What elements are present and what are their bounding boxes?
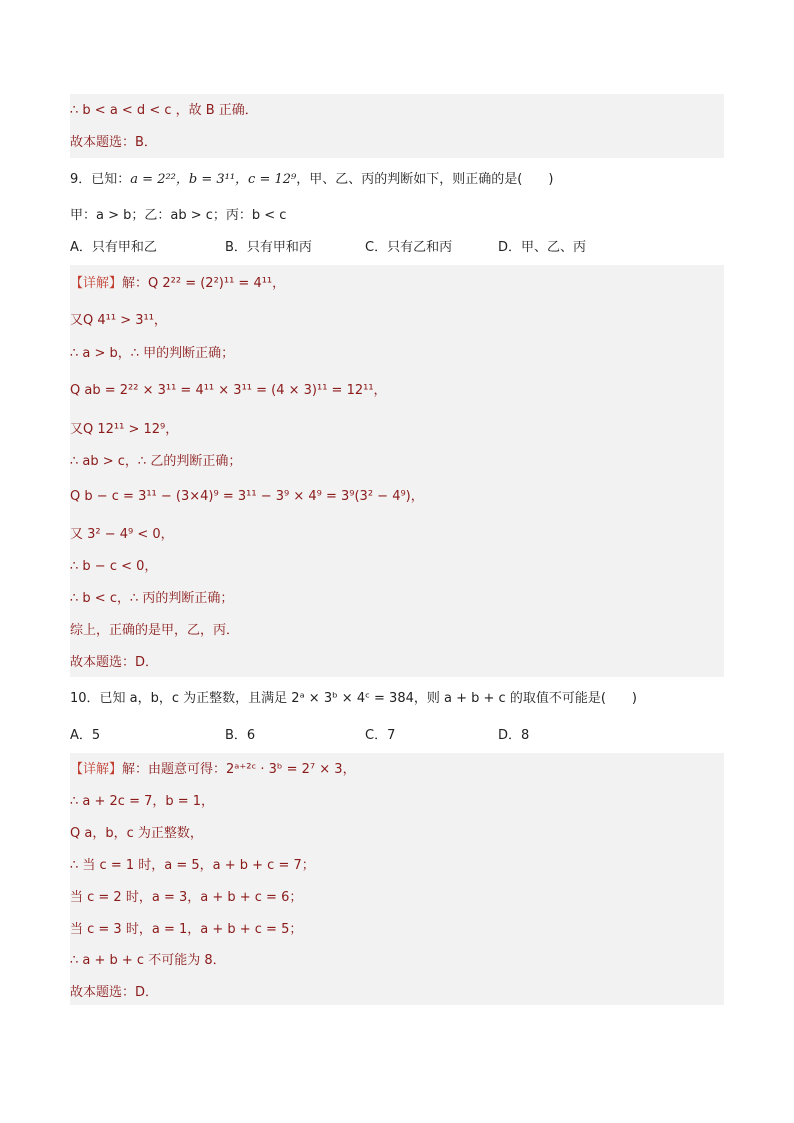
q9-solution-line-7: Q b − c = 3¹¹ − (3×4)⁹ = 3¹¹ − 3⁹ × 4⁹ = 3⁹(3² − 4⁹)， [70, 489, 424, 504]
q9-stem [70, 170, 724, 190]
q10-solution-line-5: 当 c = 2 时，a = 3，a + b + c = 6； [70, 890, 303, 905]
q9-options [70, 238, 724, 258]
q9-solution-line-4: Q ab = 2²² × 3¹¹ = 4¹¹ × 3¹¹ = (4 × 3)¹¹ = 12¹¹， [70, 383, 387, 398]
q9-option-c: C．只有乙和丙 [365, 240, 453, 255]
q9-solution-line-6: ∴ ab > c，∴ 乙的判断正确； [70, 454, 242, 469]
q9-judgements: 甲：a > b；乙：ab > c；丙：b < c [70, 208, 287, 223]
q9-stem-suffix: ，甲、乙、丙的判断如下，则正确的是( ) [296, 172, 554, 187]
q9-solution-line-8: 又 3² − 4⁹ < 0， [70, 527, 174, 542]
q9-solution-line-3: ∴ a > b，∴ 甲的判断正确； [70, 346, 235, 361]
q10-option-c: C．7 [365, 728, 396, 743]
q9-solution-line-9: ∴ b − c < 0， [70, 559, 158, 574]
q9-solution-line-11: 综上，正确的是甲，乙，丙． [70, 623, 240, 638]
q10-option-b: B．6 [225, 728, 256, 743]
q9-stem-prefix: 9．已知： [70, 172, 131, 187]
q10-solution-text-1: 解：由题意可得：2ᵃ⁺²ᶜ · 3ᵇ = 2⁷ × 3， [122, 762, 356, 777]
q9-detail-tag: 【详解】 [70, 276, 123, 291]
q10-solution-line-7: ∴ a + b + c 不可能为 8． [70, 953, 226, 968]
q9-option-b: B．只有甲和丙 [225, 240, 312, 255]
q10-stem: 10．已知 a，b，c 为正整数，且满足 2ᵃ × 3ᵇ × 4ᶜ = 384，则 a + b + c 的取值不可能是( ) [70, 691, 637, 706]
q9-solution-line-2: 又Q 4¹¹ > 3¹¹， [70, 313, 167, 328]
q10-solution-line-6: 当 c = 3 时，a = 1，a + b + c = 5； [70, 922, 303, 937]
q10-solution-line-2: ∴ a + 2c = 7，b = 1， [70, 794, 215, 809]
q10-solution-line-1 [70, 760, 724, 780]
q9-option-a: A．只有甲和乙 [70, 240, 157, 255]
q9-solution-line-12: 故本题选：D． [70, 655, 159, 670]
q10-detail-tag: 【详解】 [70, 762, 123, 777]
prev-solution-line-2: 故本题选：B． [70, 135, 157, 150]
q9-solution-text-1: 解：Q 2²² = (2²)¹¹ = 4¹¹， [122, 276, 286, 291]
q10-options [70, 726, 724, 746]
q10-solution-line-4: ∴ 当 c = 1 时，a = 5，a + b + c = 7； [70, 858, 315, 873]
q10-option-d: D．8 [498, 728, 530, 743]
q9-stem-math: a = 2²²，b = 3¹¹，c = 12⁹ [130, 172, 297, 187]
q10-solution-line-3: Q a，b，c 为正整数， [70, 826, 203, 841]
q9-option-d: D．甲、乙、丙 [498, 240, 587, 255]
q10-option-a: A．5 [70, 728, 101, 743]
q9-solution-line-1 [70, 274, 724, 294]
q9-solution-line-5: 又Q 12¹¹ > 12⁹， [70, 422, 179, 437]
q10-solution-line-8: 故本题选：D． [70, 985, 159, 1000]
q9-solution-line-10: ∴ b < c，∴ 丙的判断正确； [70, 591, 234, 606]
prev-solution-line-1: ∴ b < a < d < c ，故 B 正确． [70, 103, 258, 118]
